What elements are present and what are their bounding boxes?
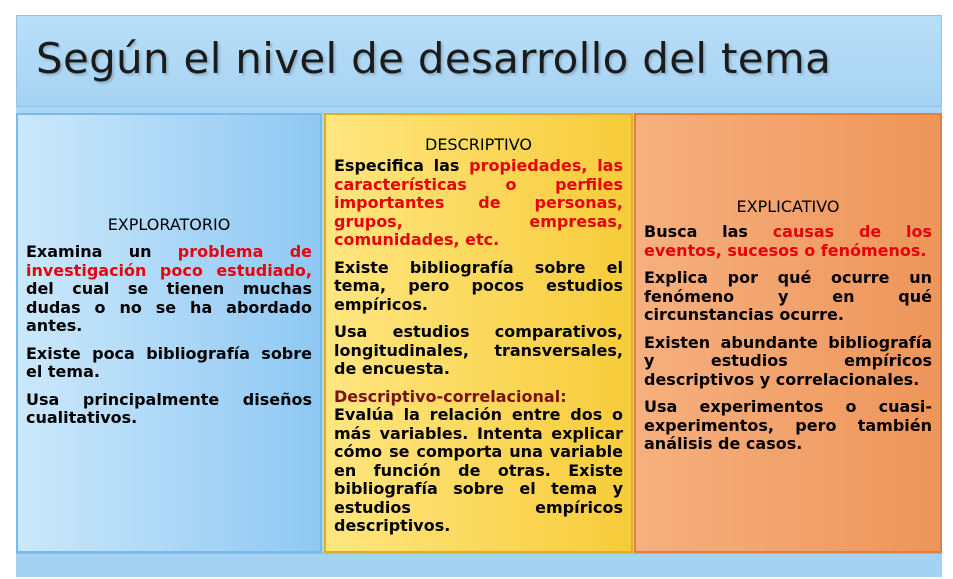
text-segment: Busca las [644, 222, 773, 241]
explicativo-paragraph-2: Explica por qué ocurre un fenómeno y en qué circunstancias ocurre. [644, 268, 932, 324]
column-heading-exploratorio: EXPLORATORIO [107, 215, 231, 234]
text-segment: Especifica las [334, 156, 470, 175]
descriptivo-paragraph-4: Evalúa la relación entre dos o más variables. Intenta explicar cómo se comporta una variable en función de otras. Existe bibliografía sobre el tema y estudios empíricos descriptivos. [334, 405, 623, 535]
descriptivo-correlacional-subheading: Descriptivo-correlacional: [334, 386, 567, 406]
explicativo-paragraph-4: Usa experimentos o cuasi-experimentos, pero también análisis de casos. [644, 397, 932, 453]
exploratorio-paragraph-1 [26, 243, 312, 336]
column-heading-descriptivo: DESCRIPTIVO [425, 135, 532, 154]
text-segment: del cual se tienen muchas dudas o no se ha abordado antes. [26, 279, 312, 335]
bottom-bar [16, 553, 942, 577]
explicativo-paragraph-3: Existen abundante bibliografía y estudios empíricos descriptivos y correlacionales. [644, 332, 932, 389]
highlight-text: propiedades, las características o perfiles importantes de personas, grupos, empresas, comunidades, etc. [334, 156, 624, 249]
descriptivo-paragraph-1 [334, 157, 623, 250]
highlight-text: problema de investigación poco estudiado, [26, 242, 313, 280]
spacer [26, 121, 312, 215]
descriptivo-paragraph-3: Usa estudios comparativos, longitudinales, transversales, de encuesta. [334, 322, 623, 378]
descriptivo-paragraph-2: Existe bibliografía sobre el tema, pero pocos estudios empíricos. [334, 257, 623, 314]
highlight-text: causas de los eventos, sucesos o fenómenos. [644, 222, 932, 260]
column-explicativo [634, 113, 942, 553]
exploratorio-paragraph-3: Usa principalmente diseños cualitativos. [26, 389, 312, 427]
column-descriptivo [324, 113, 633, 553]
slide-title: Según el nivel de desarrollo del tema [36, 34, 832, 83]
text-segment: Examina un [26, 242, 178, 261]
column-exploratorio [16, 113, 322, 553]
explicativo-paragraph-1 [644, 223, 932, 260]
column-heading-explicativo: EXPLICATIVO [736, 197, 840, 216]
exploratorio-paragraph-2: Existe poca bibliografía sobre el tema. [26, 343, 312, 381]
